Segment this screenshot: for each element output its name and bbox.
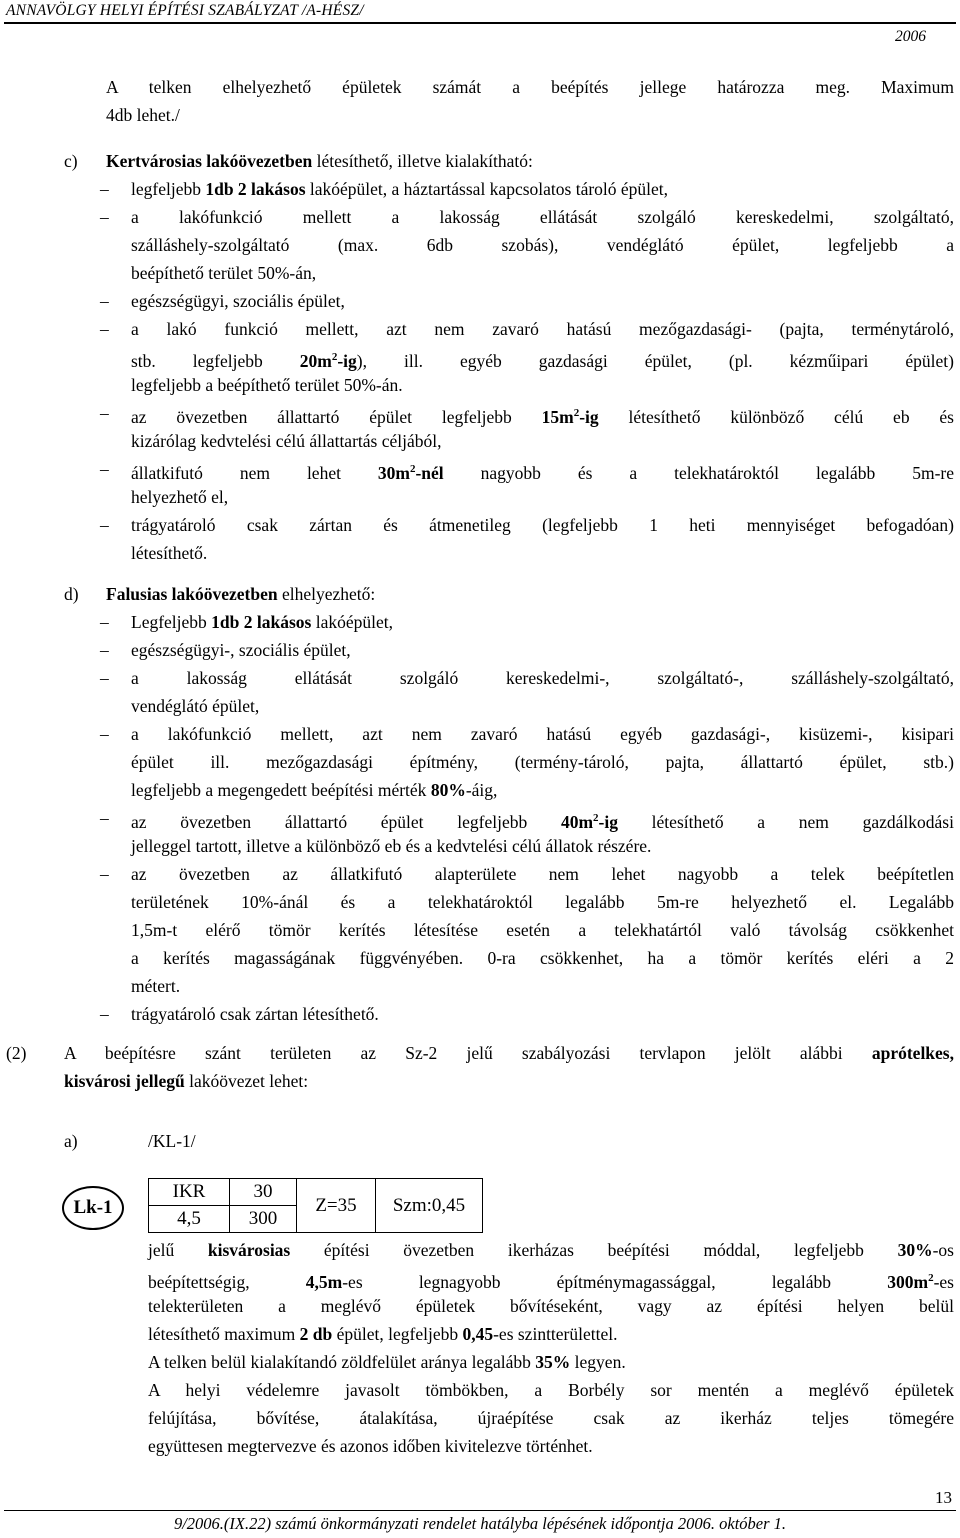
a-label: a) xyxy=(64,1131,78,1151)
intro-line-2: 4db lehet./ xyxy=(106,105,180,125)
section-2-line-1: A beépítésre szánt területen az Sz-2 jelű szabályozási tervlapon jelölt alábbi aprótelkes, xyxy=(64,1043,954,1063)
footer-text: 9/2006.(IX.22) számú önkormányzati rendelet hatályba lépésének időpontja 2006. október 1. xyxy=(173,1514,787,1533)
c-item-6-line-2: helyezhető el, xyxy=(131,487,229,507)
header-year: 2006 xyxy=(895,28,926,45)
d-item-6-line-1: az övezetben az állatkifutó alapterülete nem lehet nagyobb a telek beépítetlen xyxy=(131,864,954,884)
d-item-4-line-2: épület ill. mezőgazdasági építmény, (termény-tároló, pajta, állattartó épület, stb.) xyxy=(131,752,954,772)
c-item-2-line-1: a lakófunkció mellett a lakosság ellátását szolgáló kereskedelmi, szolgáltató, xyxy=(131,207,954,227)
c-item-3: egészségügyi, szociális épület, xyxy=(131,291,345,311)
zone-cell: 30 xyxy=(230,1179,297,1206)
footer-rule xyxy=(4,1510,956,1511)
c-item-5-line-2: kizárólag kedvtelési célú állattartás céljából, xyxy=(131,431,442,451)
c-item-7-line-1: trágyatároló csak zártan és átmenetileg (legfeljebb 1 heti mennyiséget befogadóan) xyxy=(131,515,954,535)
d-item-4-line-3: legfeljebb a megengedett beépítési mérték 80%-áig, xyxy=(131,780,498,800)
c-title: Kertvárosias lakóövezetben létesíthető, illetve kialakítható: xyxy=(106,151,533,171)
zone-code-oval: Lk-1 xyxy=(62,1186,124,1230)
intro-line-1: A telken elhelyezhető épületek számát a beépítés jellege határozza meg. Maximum xyxy=(106,77,954,97)
body-line-7: felújítása, bővítése, átalakítása, újraépítése csak az ikerház teljes tömegére xyxy=(148,1408,954,1428)
body-line-8: együttesen megtervezve és azonos időben kivitelezve történhet. xyxy=(148,1436,593,1456)
d-item-6-line-3: 1,5m-t elérő tömör kerítés létesítése esetén a telekhatártól való távolság csökkenhet xyxy=(131,920,954,940)
body-line-1: jelű kisvárosias építési övezetben ikerházas beépítési móddal, legfeljebb 30%-os xyxy=(148,1240,954,1260)
dash-bullet xyxy=(100,315,109,343)
a-title: /KL-1/ xyxy=(148,1131,196,1151)
c-item-1: legfeljebb 1db 2 lakásos lakóépület, a háztartással kapcsolatos tároló épület, xyxy=(131,179,669,199)
body-line-3: telekterületen a meglévő épületek bővítéseként, vagy az építési helyen belül xyxy=(148,1296,954,1316)
dash-bullet xyxy=(100,399,109,427)
zone-szm: Szm:0,45 xyxy=(376,1179,483,1233)
page-number: 13 xyxy=(935,1488,952,1507)
d-item-6-line-5: métert. xyxy=(131,976,181,996)
dash-bullet xyxy=(100,804,109,832)
zone-cell: 300 xyxy=(230,1206,297,1233)
d-item-4-line-1: a lakófunkció mellett, azt nem zavaró hatású egyéb gazdasági-, kisüzemi-, kisipari xyxy=(131,724,954,744)
d-item-5-line-2: jelleggel tartott, illetve a különböző eb és a kedvtelési célú állatok részére. xyxy=(131,836,652,856)
c-item-5-line-1: az övezetben állattartó épület legfeljebb $15m^2-ig$ létesíthető különböző célú eb és xyxy=(131,406,954,427)
dash-bullet xyxy=(100,1000,109,1028)
d-item-1: Legfeljebb 1db 2 lakásos lakóépület, xyxy=(131,612,393,632)
body-line-5: A telken belül kialakítandó zöldfelület aránya legalább 35% legyen. xyxy=(148,1352,626,1372)
body-line-4: létesíthető maximum 2 db épület, legfeljebb 0,45-es szintterülettel. xyxy=(148,1324,618,1344)
d-item-3-line-2: vendéglátó épület, xyxy=(131,696,260,716)
dash-bullet xyxy=(100,720,109,748)
dash-bullet xyxy=(100,455,109,483)
c-item-7-line-2: létesíthető. xyxy=(131,543,208,563)
c-item-2-line-2: szálláshely-szolgáltató (max. 6db szobás), vendéglátó épület, legfeljebb a xyxy=(131,235,954,255)
dash-bullet xyxy=(100,860,109,888)
dash-bullet xyxy=(100,203,109,231)
d-item-6-line-2: területének 10%-ánál és a telekhatároktól legalább 5m-re helyezhető el. Legalább xyxy=(131,892,954,912)
section-2-line-2: kisvárosi jellegű lakóövezet lehet: xyxy=(64,1071,309,1091)
dash-bullet xyxy=(100,511,109,539)
section-2-label: (2) xyxy=(6,1043,27,1063)
dash-bullet xyxy=(100,287,109,315)
dash-bullet xyxy=(100,664,109,692)
zone-cell: 4,5 xyxy=(149,1206,230,1233)
c-item-4-line-2: stb. legfeljebb $20m^2-ig$), ill. egyéb gazdasági épület, (pl. kézműipari épület) xyxy=(131,350,954,371)
d-item-7: trágyatároló csak zártan létesíthető. xyxy=(131,1004,379,1024)
header-rule xyxy=(4,22,956,24)
header-title: ANNAVÖLGY HELYI ÉPÍTÉSI SZABÁLYZAT /A-HÉSZ/ xyxy=(6,2,364,19)
zone-z: Z=35 xyxy=(297,1179,376,1233)
c-item-4-line-1: a lakó funkció mellett, azt nem zavaró hatású mezőgazdasági- (pajta, terménytároló, xyxy=(131,319,954,339)
body-line-2: beépítettségig, 4,5m-es legnagyobb építménymagassággal, legalább $300m^2-es$ xyxy=(148,1271,954,1292)
d-title: Falusias lakóövezetben elhelyezhető: xyxy=(106,584,376,604)
d-item-5-line-1: az övezetben állattartó épület legfeljebb $40m^2-ig$ létesíthető a nem gazdálkodási xyxy=(131,811,954,832)
c-item-6-line-1: állatkifutó nem lehet $30m^2$-nél nagyobb és a telekhatároktól legalább 5m-re xyxy=(131,462,954,483)
c-item-4-line-3: legfeljebb a beépíthető terület 50%-án. xyxy=(131,375,403,395)
d-item-6-line-4: a kerítés magasságának függvényében. 0-ra csökkenhet, ha a tömör kerítés eléri a 2 xyxy=(131,948,954,968)
dash-bullet xyxy=(100,175,109,203)
zone-cell: IKR xyxy=(149,1179,230,1206)
dash-bullet xyxy=(100,636,109,664)
c-item-2-line-3: beépíthető terület 50%-án, xyxy=(131,263,317,283)
d-item-3-line-1: a lakosság ellátását szolgáló kereskedelmi-, szolgáltató-, szálláshely-szolgáltató, xyxy=(131,668,954,688)
body-line-6: A helyi védelemre javasolt tömbökben, a Borbély sor mentén a meglévő épületek xyxy=(148,1380,954,1400)
d-label: d) xyxy=(64,584,79,604)
zone-parameter-table xyxy=(148,1178,483,1233)
c-label: c) xyxy=(64,151,78,171)
d-item-2: egészségügyi-, szociális épület, xyxy=(131,640,351,660)
dash-bullet xyxy=(100,608,109,636)
